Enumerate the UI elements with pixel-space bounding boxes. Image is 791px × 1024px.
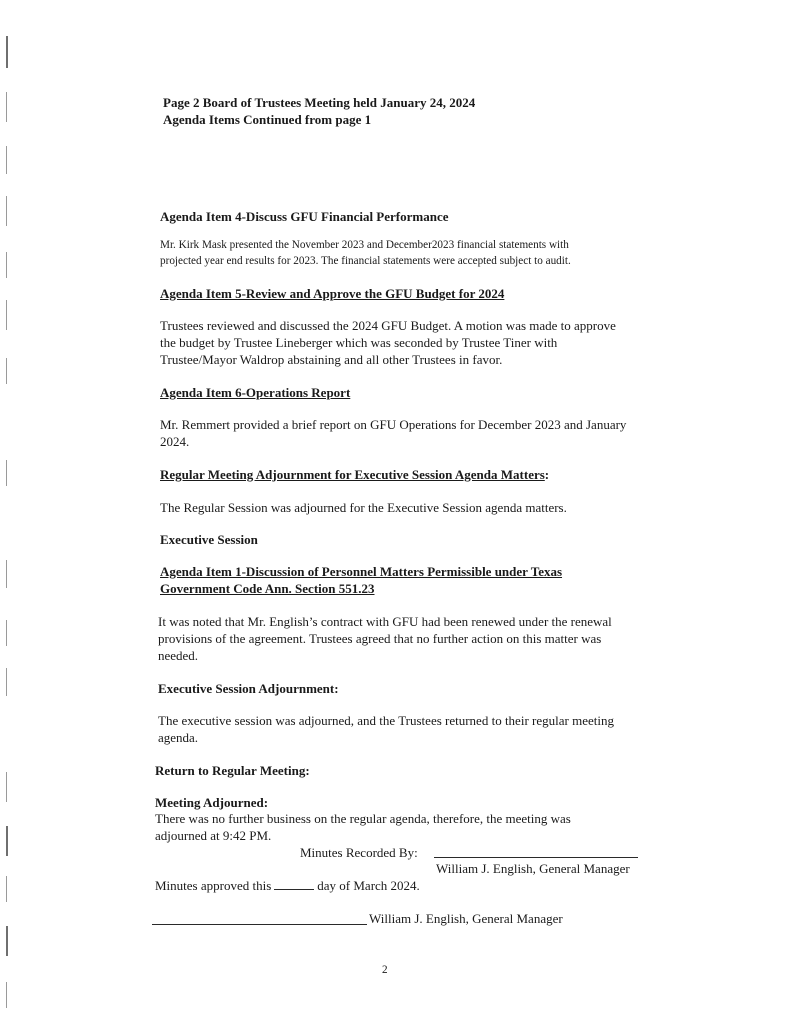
- scan-margin-mark: [6, 560, 7, 588]
- agenda-item-5-heading: Agenda Item 5-Review and Approve the GFU Budget for 2024: [160, 286, 505, 301]
- meeting-adjourned-text: There was no further business on the regular agenda, therefore, the meeting was: [155, 811, 571, 826]
- meeting-adjourned-text: adjourned at 9:42 PM.: [155, 828, 272, 843]
- executive-item-1-text: needed.: [158, 648, 199, 663]
- minutes-approved-line: [155, 878, 420, 894]
- executive-item-1-heading: Agenda Item 1-Discussion of Personnel Matters Permissible under Texas: [160, 564, 563, 579]
- approved-suffix: day of March 2024.: [317, 878, 420, 893]
- executive-adjournment-text: The executive session was adjourned, and the Trustees returned to their regular meeting: [158, 713, 614, 728]
- approved-prefix: Minutes approved this: [155, 878, 272, 893]
- executive-adjournment-heading: Executive Session Adjournment:: [158, 681, 339, 696]
- agenda-item-4-heading: Agenda Item 4-Discuss GFU Financial Performance: [160, 209, 449, 224]
- approver-name: William J. English, General Manager: [369, 911, 563, 926]
- heading-colon: :: [544, 467, 550, 482]
- page-header-subtitle: Agenda Items Continued from page 1: [163, 112, 372, 127]
- agenda-item-6-heading: Agenda Item 6-Operations Report: [160, 385, 351, 400]
- return-to-regular-heading: Return to Regular Meeting:: [155, 763, 310, 778]
- scan-margin-mark: [6, 358, 7, 384]
- agenda-item-6-text: Mr. Remmert provided a brief report on GFU Operations for December 2023 and January: [160, 417, 627, 432]
- scan-margin-mark: [6, 300, 7, 330]
- scan-margin-mark: [6, 36, 8, 68]
- executive-item-1-text: provisions of the agreement. Trustees agreed that no further action on this matter was: [158, 631, 602, 646]
- scan-margin-mark: [6, 146, 7, 174]
- agenda-item-6-text: 2024.: [160, 434, 190, 449]
- regular-adjournment-heading: [160, 467, 549, 483]
- approver-signature-line: [152, 924, 367, 925]
- agenda-item-5-text: Trustee/Mayor Waldrop abstaining and all other Trustees in favor.: [160, 352, 503, 367]
- scan-margin-mark: [6, 668, 7, 696]
- scan-margin-mark: [6, 460, 7, 486]
- executive-item-1-heading: Government Code Ann. Section 551.23: [160, 581, 375, 596]
- approval-day-blank: [274, 878, 314, 890]
- agenda-item-5-text: the budget by Trustee Lineberger which was seconded by Trustee Tiner with: [160, 335, 558, 350]
- scan-margin-mark: [6, 826, 8, 856]
- scan-margin-mark: [6, 620, 7, 646]
- recorded-by-name: William J. English, General Manager: [436, 861, 630, 876]
- scan-margin-mark: [6, 92, 7, 122]
- regular-adjournment-heading-text: Regular Meeting Adjournment for Executive Session Agenda Matters: [160, 467, 545, 482]
- scan-margin-mark: [6, 196, 7, 226]
- scan-margin-mark: [6, 982, 7, 1008]
- scan-margin-mark: [6, 876, 7, 902]
- page-header-title: Page 2 Board of Trustees Meeting held January 24, 2024: [163, 95, 476, 110]
- regular-adjournment-text: The Regular Session was adjourned for the Executive Session agenda matters.: [160, 500, 567, 515]
- meeting-adjourned-heading: Meeting Adjourned:: [155, 795, 269, 810]
- executive-item-1-text: It was noted that Mr. English’s contract with GFU had been renewed under the renewal: [158, 614, 612, 629]
- agenda-item-4-text: projected year end results for 2023. The financial statements were accepted subject to audit.: [160, 255, 571, 267]
- scan-margin-mark: [6, 252, 7, 278]
- executive-session-heading: Executive Session: [160, 532, 258, 547]
- executive-adjournment-text: agenda.: [158, 730, 199, 745]
- page-number: 2: [382, 964, 388, 976]
- scan-margin-mark: [6, 772, 7, 802]
- scan-margin-mark: [6, 926, 8, 956]
- agenda-item-4-text: Mr. Kirk Mask presented the November 2023 and December2023 financial statements with: [160, 239, 569, 251]
- recorded-by-signature-line: [434, 857, 638, 858]
- agenda-item-5-text: Trustees reviewed and discussed the 2024 GFU Budget. A motion was made to approve: [160, 318, 616, 333]
- recorded-by-label: Minutes Recorded By:: [300, 845, 418, 860]
